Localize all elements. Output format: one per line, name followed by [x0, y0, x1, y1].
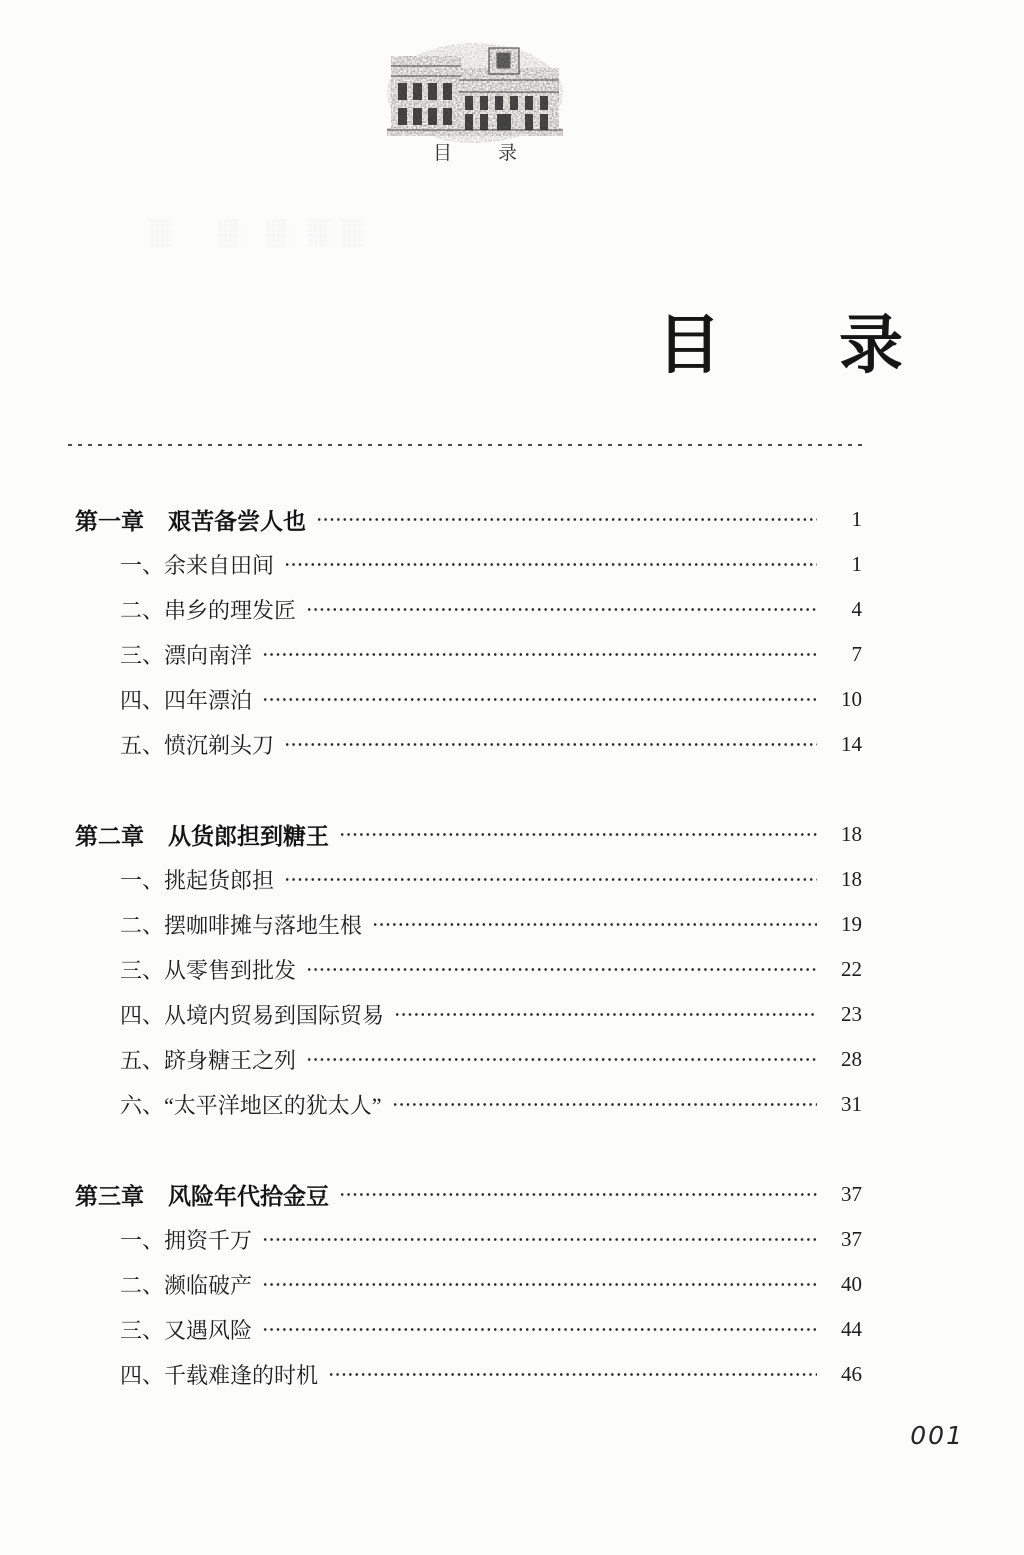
toc-section-row — [75, 992, 862, 1037]
show-through-mark — [218, 218, 240, 246]
toc-section-title: 四、四年漂泊 — [120, 688, 253, 713]
sketch-caption-char-left: 目 — [432, 143, 452, 164]
toc-chapter-label: 第二章 — [75, 823, 144, 849]
toc-page-number: 14 — [841, 732, 862, 756]
toc-chapter-label: 第一章 — [75, 508, 144, 534]
toc-section-row — [75, 857, 862, 902]
toc-section-row — [75, 722, 862, 767]
toc-page-number: 7 — [851, 642, 862, 666]
toc-chapter-block — [75, 812, 862, 1127]
dot-leader — [339, 812, 817, 857]
dot-leader — [339, 1172, 817, 1217]
toc-section-title: 一、挑起货郎担 — [120, 868, 275, 893]
toc-page-number: 40 — [841, 1272, 862, 1296]
toc-section-title: 四、千载难逢的时机 — [120, 1363, 319, 1388]
toc-section-row — [75, 1217, 862, 1262]
toc-page-number: 31 — [841, 1092, 862, 1116]
toc-page-number: 46 — [841, 1362, 862, 1386]
dot-leader — [306, 1037, 817, 1082]
toc-section-row — [75, 1037, 862, 1082]
toc-section-row — [75, 947, 862, 992]
toc-section-row — [75, 1082, 862, 1127]
sketch-caption-char-right: 录 — [498, 143, 518, 164]
toc-page-number: 18 — [841, 867, 862, 891]
toc-chapter-row — [75, 812, 862, 857]
dot-leader — [394, 992, 817, 1037]
toc-section-row — [75, 1307, 862, 1352]
toc-section-title: 五、愤沉剃头刀 — [120, 733, 275, 758]
dashed-divider — [68, 444, 862, 446]
toc-chapter-title: 从货郎担到糖王 — [168, 823, 329, 849]
toc-page-number: 23 — [841, 1002, 862, 1026]
page-title-char-right: 录 — [839, 309, 903, 381]
toc-page-number: 37 — [841, 1227, 862, 1251]
dot-leader — [262, 632, 817, 677]
toc-page-number: 19 — [841, 912, 862, 936]
page-title — [657, 310, 903, 380]
toc-section-title: 二、濒临破产 — [120, 1273, 253, 1298]
dot-leader — [284, 542, 817, 587]
toc-chapter-row — [75, 497, 862, 542]
toc-section-row — [75, 902, 862, 947]
toc-page-number: 1 — [851, 507, 862, 531]
show-through-mark — [266, 218, 288, 246]
toc-chapter-block — [75, 497, 862, 767]
building-etching-image — [385, 38, 565, 148]
dot-leader — [306, 587, 817, 632]
toc-page-number: 28 — [841, 1047, 862, 1071]
dot-leader — [262, 1262, 817, 1307]
toc-section-title: 二、摆咖啡摊与落地生根 — [120, 913, 363, 938]
dot-leader — [284, 722, 817, 767]
toc-section-title: 四、从境内贸易到国际贸易 — [120, 1003, 385, 1028]
toc-section-row — [75, 1352, 862, 1397]
toc-chapter-row — [75, 1172, 862, 1217]
toc-section-title: 二、串乡的理发匠 — [120, 598, 297, 623]
toc-chapter-block — [75, 1172, 862, 1397]
toc-section-title: 一、拥资千万 — [120, 1228, 253, 1253]
show-through-mark — [342, 218, 364, 246]
toc-section-title: 一、余来自田间 — [120, 553, 275, 578]
table-of-contents — [75, 497, 862, 1397]
toc-page-number: 4 — [851, 597, 862, 621]
toc-section-title: 三、又遇风险 — [120, 1318, 253, 1343]
toc-section-row — [75, 542, 862, 587]
sketch-caption — [388, 138, 562, 165]
dot-leader — [262, 1307, 817, 1352]
dot-leader — [372, 902, 817, 947]
toc-section-title: 五、跻身糖王之列 — [120, 1048, 297, 1073]
dot-leader — [316, 497, 817, 542]
dot-leader — [262, 1217, 817, 1262]
toc-section-row — [75, 677, 862, 722]
dot-leader — [328, 1352, 817, 1397]
toc-chapter-label: 第三章 — [75, 1183, 144, 1209]
toc-section-title: 六、“太平洋地区的犹太人” — [120, 1093, 382, 1118]
toc-page-number: 44 — [841, 1317, 862, 1341]
dot-leader — [306, 947, 817, 992]
toc-page-number: 18 — [841, 822, 862, 846]
page-title-char-left: 目 — [657, 309, 721, 381]
folio-page-number: 001 — [910, 1421, 964, 1450]
toc-section-title: 三、从零售到批发 — [120, 958, 297, 983]
toc-section-row — [75, 1262, 862, 1307]
toc-section-row — [75, 587, 862, 632]
toc-section-row — [75, 632, 862, 677]
show-through-mark — [150, 218, 172, 246]
toc-page-number: 1 — [851, 552, 862, 576]
dot-leader — [392, 1082, 817, 1127]
toc-section-title: 三、漂向南洋 — [120, 643, 253, 668]
dot-leader — [284, 857, 817, 902]
show-through-mark — [308, 218, 330, 246]
toc-chapter-title: 风险年代拾金豆 — [168, 1183, 329, 1209]
toc-chapter-title: 艰苦备尝人也 — [168, 508, 306, 534]
dot-leader — [262, 677, 817, 722]
toc-page-number: 37 — [841, 1182, 862, 1206]
toc-page-number: 10 — [841, 687, 862, 711]
toc-page-number: 22 — [841, 957, 862, 981]
